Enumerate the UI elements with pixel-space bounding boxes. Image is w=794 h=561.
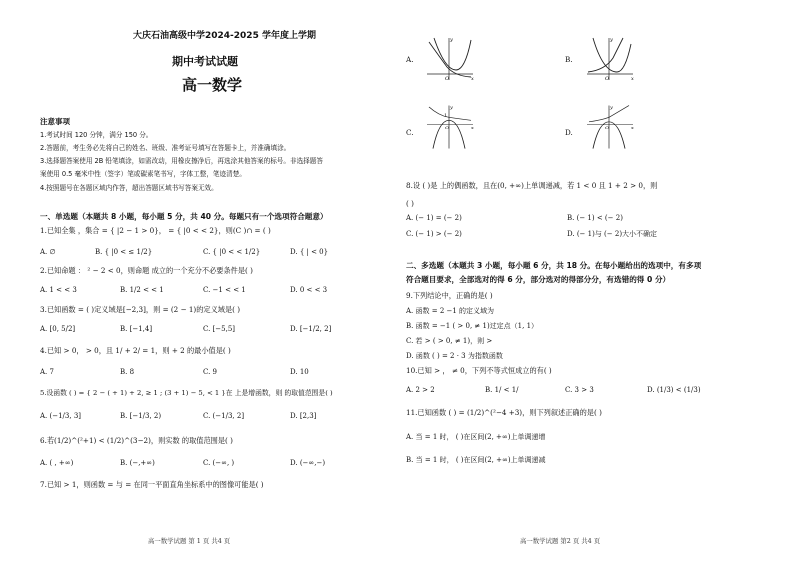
q10-option-d: D. (1/3) < (1/3) bbox=[647, 386, 701, 394]
svg-text:O: O bbox=[605, 126, 610, 131]
q2-option-b: B. 1/2 < < 1 bbox=[120, 286, 164, 294]
graph-d bbox=[585, 104, 635, 150]
q8-option-c: C. (− 1) > (− 2) bbox=[406, 230, 462, 238]
q3-option-a: A. [0, 5/2] bbox=[40, 325, 76, 333]
svg-text:y: y bbox=[450, 37, 453, 43]
q9-option-b: B. 函数 = −1 ( > 0, ≠ 1)过定点（1, 1） bbox=[406, 322, 539, 330]
svg-text:1: 1 bbox=[444, 114, 448, 119]
q9-option-d: D. 函数 ( ) = 2 · 3 为指数函数 bbox=[406, 352, 503, 360]
q6-option-c: C. (−∞, ) bbox=[203, 459, 235, 467]
q1-option-b: B. { |0 < ≤ 1/2} bbox=[95, 248, 153, 256]
q3-option-c: C. [−5,5] bbox=[203, 325, 236, 333]
note-4: 4.按照题号在各题区域内作答，超出答题区域书写答案无效。 bbox=[40, 184, 218, 192]
q1-option-c: C. { |0 < < 1/2} bbox=[203, 248, 261, 256]
svg-text:O: O bbox=[445, 126, 450, 131]
svg-text:x: x bbox=[471, 76, 474, 82]
notes-title: 注意事项 bbox=[40, 117, 70, 126]
graph-label-d: D. bbox=[565, 128, 573, 137]
question-5: 5.设函数 ( ) = { 2 − ( + 1) + 2, ≥ 1 ; (3 + 1) − 5, < 1 }在 上是增函数，则 的取值范围是( ) bbox=[40, 389, 333, 397]
q5-option-b: B. [−1/3, 2) bbox=[120, 412, 162, 420]
q4-option-c: C. 9 bbox=[203, 368, 218, 376]
q10-option-b: B. 1/ < 1/ bbox=[485, 386, 519, 394]
question-4: 4.已知 > 0， > 0，且 1/ + 2/ = 1，则 + 2 的最小值是( ) bbox=[40, 346, 231, 355]
q10-option-c: C. 3 > 3 bbox=[565, 386, 594, 394]
school-title: 大庆石油高级中学2024-2025 学年度上学期 bbox=[133, 31, 316, 41]
question-7: 7.已知 > 1，则函数 = 与 = 在同一平面直角坐标系中的图像可能是( ) bbox=[40, 480, 264, 489]
graph-c bbox=[425, 104, 475, 150]
question-1: 1.已知全集 ，集合 = { |2 − 1 > 0}， = { |0 < < 2}，则(C )∩ = ( ) bbox=[40, 226, 271, 235]
subject-title: 高一数学 bbox=[182, 76, 243, 94]
q6-option-b: B. (−,+∞) bbox=[120, 459, 155, 467]
page-footer-right: 高一数学试题 第2 页 共4 页 bbox=[520, 537, 601, 545]
note-3b: 案使用 0.5 毫米中性（签字）笔或碳素笔书写，字体工整，笔迹清楚。 bbox=[40, 170, 246, 178]
svg-text:x: x bbox=[471, 126, 474, 131]
q2-option-d: D. 0 < < 3 bbox=[290, 286, 328, 294]
right-page bbox=[397, 0, 794, 561]
question-8: 8.设 ( )是 上的偶函数，且在(0, +∞)上单调递减，若 1 < 0 且 1 + 2 > 0，则 bbox=[406, 181, 658, 190]
q4-option-d: D. 10 bbox=[290, 368, 309, 376]
question-10: 10.已知 > ， ≠ 0，下列不等式恒成立的有( ) bbox=[406, 366, 552, 375]
q5-option-c: C. (−1/3, 2] bbox=[203, 412, 245, 420]
q5-option-d: D. [2,3] bbox=[290, 412, 317, 420]
q11-option-a: A. 当 = 1 时， ( )在区间(2, +∞)上单调递增 bbox=[406, 433, 546, 441]
question-11: 11.已知函数 ( ) = (1/2)^(²−4 +3)，则下列叙述正确的是( ) bbox=[406, 408, 602, 417]
note-2: 2.答题前，考生务必先将自己的姓名、班级、准考证号填写在答题卡上，并准确填涂。 bbox=[40, 144, 291, 152]
q9-option-c: C. 若 > ( > 0, ≠ 1)，则 > bbox=[406, 337, 493, 345]
svg-text:x: x bbox=[631, 76, 634, 82]
svg-text:y: y bbox=[610, 37, 613, 43]
note-3: 3.选择题答案使用 2B 铅笔填涂，如需改动，用橡皮擦净后，再选涂其他答案的标号。非选择题答 bbox=[40, 157, 323, 165]
q9-option-a: A. 函数 = 2 −1 的定义域为 bbox=[406, 307, 495, 315]
q3-option-d: D. [−1/2, 2] bbox=[290, 325, 332, 333]
section-1-title: 一、单选题（本题共 8 小题，每小题 5 分，共 40 分。每题只有一个选项符合题意） bbox=[40, 212, 328, 221]
q2-option-c: C. −1 < < 1 bbox=[203, 286, 246, 294]
svg-text:O: O bbox=[445, 76, 450, 82]
note-1: 1.考试时间 120 分钟，满分 150 分。 bbox=[40, 131, 153, 139]
q8-option-d: D. (− 1)与 (− 2)大小不确定 bbox=[567, 230, 658, 238]
section-2-title: 二、多选题（本题共 3 小题，每小题 6 分，共 18 分。在每小题给出的选项中，有多项 bbox=[406, 261, 702, 270]
question-2: 2.已知命题 ： ² − 2 < 0，则命题 成立的一个充分不必要条件是( ) bbox=[40, 266, 253, 275]
q10-option-a: A. 2 > 2 bbox=[406, 386, 435, 394]
q6-option-d: D. (−∞,−) bbox=[290, 459, 326, 467]
section-2-title-cont: 符合题目要求，全部选对的得 6 分，部分选对的得部分分，有选错的得 0 分） bbox=[406, 275, 671, 284]
q1-option-a: A. ∅ bbox=[40, 248, 56, 256]
graph-b bbox=[585, 36, 635, 82]
q6-option-a: A. ( , +∞) bbox=[40, 459, 74, 467]
question-9: 9.下列结论中，正确的是( ) bbox=[406, 291, 493, 300]
q4-option-b: B. 8 bbox=[120, 368, 135, 376]
q8-option-a: A. (− 1) = (− 2) bbox=[406, 214, 462, 222]
question-3: 3.已知函数 = ( )定义域是[−2,3]，则 = (2 − 1)的定义域是( ) bbox=[40, 305, 241, 314]
question-6: 6.若(1/2)^(²+1) < (1/2)^(3−2)，则实数 的取值范围是( ) bbox=[40, 436, 233, 445]
page-footer-left: 高一数学试题 第 1 页 共4 页 bbox=[148, 537, 231, 545]
q8-option-b: B. (− 1) < (− 2) bbox=[567, 214, 623, 222]
graph-label-a: A. bbox=[406, 55, 414, 64]
exam-title: 期中考试试题 bbox=[172, 55, 238, 68]
q11-option-b: B. 当 = 1 时， ( )在区间(2, +∞)上单调递减 bbox=[406, 456, 546, 464]
svg-text:y: y bbox=[610, 105, 613, 111]
graph-label-c: C. bbox=[406, 128, 414, 137]
q8-blank: ( ) bbox=[406, 199, 414, 208]
q2-option-a: A. 1 < < 3 bbox=[40, 286, 77, 294]
q3-option-b: B. [−1,4] bbox=[120, 325, 153, 333]
svg-text:y: y bbox=[450, 105, 453, 111]
q4-option-a: A. 7 bbox=[40, 368, 54, 376]
svg-text:x: x bbox=[631, 126, 634, 131]
graph-label-b: B. bbox=[565, 55, 573, 64]
graph-a bbox=[425, 36, 475, 82]
q5-option-a: A. (−1/3, 3] bbox=[40, 412, 82, 420]
svg-text:O: O bbox=[605, 76, 610, 82]
q1-option-d: D. { | < 0} bbox=[290, 248, 329, 256]
